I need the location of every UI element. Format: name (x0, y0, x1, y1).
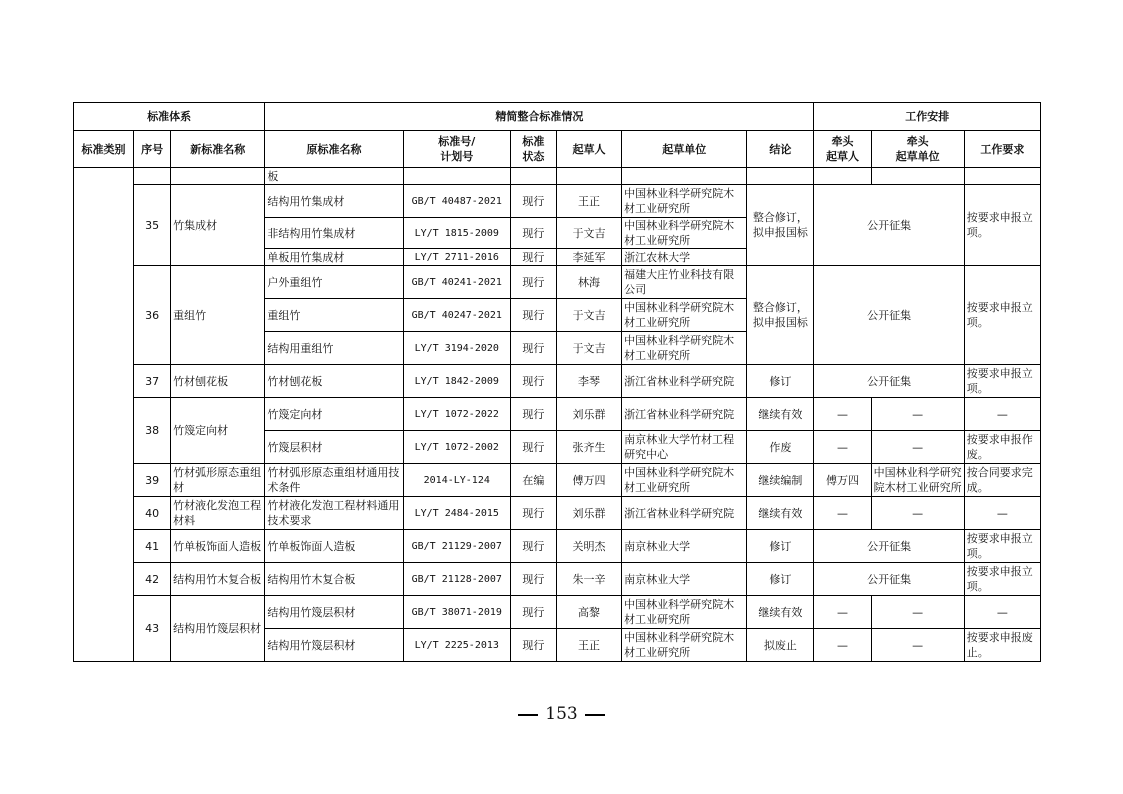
unit-cell: 浙江省林业科学研究院 (622, 497, 747, 530)
conclusion-cell: 继续编制 (747, 464, 814, 497)
status-cell: 现行 (510, 596, 556, 629)
lead-drafter-cell: — (814, 431, 871, 464)
group-header-consolidation: 精简整合标准情况 (265, 103, 814, 131)
new-name-cell: 竹篾定向材 (171, 398, 265, 464)
orig-name-cell: 结构用竹篾层积材 (265, 629, 403, 662)
requirement-cell: 按要求申报作废。 (964, 431, 1040, 464)
status-cell: 现行 (510, 629, 556, 662)
code-cell: 2014-LY-124 (403, 464, 510, 497)
orig-name-cell: 竹篾层积材 (265, 431, 403, 464)
table-row (74, 365, 1041, 398)
orig-name-cell: 重组竹 (265, 299, 403, 332)
drafter-cell: 高黎 (556, 596, 621, 629)
empty-cell (964, 168, 1040, 185)
group-header-arrangement: 工作安排 (814, 103, 1041, 131)
col-header-requirement: 工作要求 (964, 131, 1040, 168)
seq-cell: 41 (134, 530, 171, 563)
seq-cell: 36 (134, 266, 171, 365)
conclusion-cell: 拟废止 (747, 629, 814, 662)
requirement-cell: — (964, 497, 1040, 530)
page-number: 153 (545, 704, 578, 724)
unit-cell: 中国林业科学研究院木材工业研究所 (622, 596, 747, 629)
new-name-cell: 竹材液化发泡工程材料 (171, 497, 265, 530)
orig-name-cell: 单板用竹集成材 (265, 249, 403, 266)
conclusion-cell: 修订 (747, 365, 814, 398)
unit-cell: 中国林业科学研究院木材工业研究所 (622, 464, 747, 497)
unit-cell: 中国林业科学研究院木材工业研究所 (622, 218, 747, 249)
dash-left (518, 714, 538, 716)
conclusion-cell: 修订 (747, 563, 814, 596)
seq-cell: 38 (134, 398, 171, 464)
status-cell: 现行 (510, 266, 556, 299)
arrangement-cell: 公开征集 (814, 185, 964, 266)
lead-unit-cell: — (871, 497, 964, 530)
table-row (74, 497, 1041, 530)
drafter-cell: 刘乐群 (556, 398, 621, 431)
col-header-new-name: 新标准名称 (171, 131, 265, 168)
orig-name-cell: 竹材液化发泡工程材料通用技术要求 (265, 497, 403, 530)
table-row (74, 266, 1041, 299)
lead-drafter-cell: 傅万四 (814, 464, 871, 497)
empty-cell (814, 168, 871, 185)
col-header-drafter: 起草人 (556, 131, 621, 168)
unit-cell: 浙江省林业科学研究院 (622, 365, 747, 398)
unit-cell: 南京林业大学 (622, 563, 747, 596)
standards-table (73, 102, 1041, 662)
col-header-unit: 起草单位 (622, 131, 747, 168)
col-header-status: 标准 状态 (510, 131, 556, 168)
dash-right (585, 714, 605, 716)
status-cell: 在编 (510, 464, 556, 497)
code-cell: GB/T 21129-2007 (403, 530, 510, 563)
unit-cell: 南京林业大学 (622, 530, 747, 563)
table-row (74, 185, 1041, 218)
drafter-cell: 关明杰 (556, 530, 621, 563)
seq-cell: 39 (134, 464, 171, 497)
page-footer (0, 704, 1123, 724)
conclusion-cell: 整合修订，拟申报国标 (747, 266, 814, 365)
status-cell: 现行 (510, 332, 556, 365)
orig-name-cell: 结构用竹木复合板 (265, 563, 403, 596)
seq-cell: 37 (134, 365, 171, 398)
drafter-cell: 于文吉 (556, 332, 621, 365)
requirement-cell: 按要求申报废止。 (964, 629, 1040, 662)
arrangement-cell: 公开征集 (814, 365, 964, 398)
conclusion-cell: 整合修订，拟申报国标 (747, 185, 814, 266)
code-cell: LY/T 2711-2016 (403, 249, 510, 266)
table-row (74, 596, 1041, 629)
code-cell: GB/T 40241-2021 (403, 266, 510, 299)
code-cell: GB/T 40247-2021 (403, 299, 510, 332)
conclusion-cell: 作废 (747, 431, 814, 464)
code-cell: GB/T 40487-2021 (403, 185, 510, 218)
drafter-cell: 林海 (556, 266, 621, 299)
seq-cell: 35 (134, 185, 171, 266)
table-row (74, 563, 1041, 596)
empty-cell (622, 168, 747, 185)
code-cell: GB/T 38071-2019 (403, 596, 510, 629)
col-header-conclusion: 结论 (747, 131, 814, 168)
requirement-cell: — (964, 596, 1040, 629)
code-cell: LY/T 2484-2015 (403, 497, 510, 530)
empty-cell (871, 168, 964, 185)
drafter-cell: 李琴 (556, 365, 621, 398)
unit-cell: 中国林业科学研究院木材工业研究所 (622, 629, 747, 662)
orig-name-cell: 结构用竹篾层积材 (265, 596, 403, 629)
conclusion-cell: 修订 (747, 530, 814, 563)
status-cell: 现行 (510, 563, 556, 596)
status-cell: 现行 (510, 185, 556, 218)
orig-name-cell: 竹材刨花板 (265, 365, 403, 398)
lead-unit-cell: 中国林业科学研究院木材工业研究所 (871, 464, 964, 497)
code-cell: LY/T 1815-2009 (403, 218, 510, 249)
code-cell: LY/T 2225-2013 (403, 629, 510, 662)
col-header-code: 标准号/ 计划号 (403, 131, 510, 168)
conclusion-cell: 继续有效 (747, 497, 814, 530)
table-row (74, 398, 1041, 431)
code-cell: LY/T 1072-2022 (403, 398, 510, 431)
drafter-cell: 张齐生 (556, 431, 621, 464)
unit-cell: 南京林业大学竹材工程研究中心 (622, 431, 747, 464)
lead-unit-cell: — (871, 629, 964, 662)
unit-cell: 福建大庄竹业科技有限公司 (622, 266, 747, 299)
arrangement-cell: 公开征集 (814, 530, 964, 563)
orig-name-cell: 户外重组竹 (265, 266, 403, 299)
new-name-cell: 竹材弧形原态重组材 (171, 464, 265, 497)
col-header-seq: 序号 (134, 131, 171, 168)
unit-cell: 中国林业科学研究院木材工业研究所 (622, 299, 747, 332)
arrangement-cell: 公开征集 (814, 266, 964, 365)
unit-cell: 浙江省林业科学研究院 (622, 398, 747, 431)
code-cell: LY/T 1072-2002 (403, 431, 510, 464)
header-group-row (74, 103, 1041, 131)
table-row (74, 168, 1041, 185)
unit-cell: 浙江农林大学 (622, 249, 747, 266)
new-name-cell: 结构用竹木复合板 (171, 563, 265, 596)
arrangement-cell: 公开征集 (814, 563, 964, 596)
table-row (74, 530, 1041, 563)
requirement-cell: 按要求申报立项。 (964, 185, 1040, 266)
empty-cell (510, 168, 556, 185)
lead-drafter-cell: — (814, 497, 871, 530)
empty-cell (747, 168, 814, 185)
requirement-cell: 按要求申报立项。 (964, 563, 1040, 596)
empty-cell (403, 168, 510, 185)
orig-name-cell: 结构用竹集成材 (265, 185, 403, 218)
status-cell: 现行 (510, 299, 556, 332)
seq-cell: 40 (134, 497, 171, 530)
new-name-cell: 结构用竹篾层积材 (171, 596, 265, 662)
drafter-cell: 刘乐群 (556, 497, 621, 530)
status-cell: 现行 (510, 218, 556, 249)
new-name-cell: 重组竹 (171, 266, 265, 365)
requirement-cell: 按合同要求完成。 (964, 464, 1040, 497)
seq-cell: 43 (134, 596, 171, 662)
requirement-cell: 按要求申报立项。 (964, 365, 1040, 398)
lead-unit-cell: — (871, 431, 964, 464)
code-cell: GB/T 21128-2007 (403, 563, 510, 596)
drafter-cell: 于文吉 (556, 299, 621, 332)
requirement-cell: — (964, 398, 1040, 431)
new-name-cell (171, 168, 265, 185)
conclusion-cell: 继续有效 (747, 596, 814, 629)
status-cell: 现行 (510, 497, 556, 530)
status-cell: 现行 (510, 530, 556, 563)
table-body (74, 168, 1041, 662)
status-cell: 现行 (510, 398, 556, 431)
seq-cell (134, 168, 171, 185)
status-cell: 现行 (510, 431, 556, 464)
col-header-lead-unit: 牵头 起草单位 (871, 131, 964, 168)
drafter-cell: 李延军 (556, 249, 621, 266)
orig-name-cell: 板 (265, 168, 403, 185)
new-name-cell: 竹集成材 (171, 185, 265, 266)
lead-drafter-cell: — (814, 596, 871, 629)
column-header-row (74, 131, 1041, 168)
orig-name-cell: 竹单板饰面人造板 (265, 530, 403, 563)
requirement-cell: 按要求申报立项。 (964, 266, 1040, 365)
seq-cell: 42 (134, 563, 171, 596)
lead-drafter-cell: — (814, 398, 871, 431)
orig-name-cell: 竹篾定向材 (265, 398, 403, 431)
orig-name-cell: 竹材弧形原态重组材通用技术条件 (265, 464, 403, 497)
lead-unit-cell: — (871, 398, 964, 431)
category-cell (74, 168, 134, 662)
drafter-cell: 王正 (556, 629, 621, 662)
table-row (74, 464, 1041, 497)
new-name-cell: 竹单板饰面人造板 (171, 530, 265, 563)
drafter-cell: 王正 (556, 185, 621, 218)
lead-drafter-cell: — (814, 629, 871, 662)
group-header-system: 标准体系 (74, 103, 265, 131)
new-name-cell: 竹材刨花板 (171, 365, 265, 398)
col-header-orig-name: 原标准名称 (265, 131, 403, 168)
col-header-lead: 牵头 起草人 (814, 131, 871, 168)
orig-name-cell: 结构用重组竹 (265, 332, 403, 365)
unit-cell: 中国林业科学研究院木材工业研究所 (622, 332, 747, 365)
code-cell: LY/T 3194-2020 (403, 332, 510, 365)
lead-unit-cell: — (871, 596, 964, 629)
drafter-cell: 于文吉 (556, 218, 621, 249)
status-cell: 现行 (510, 249, 556, 266)
requirement-cell: 按要求申报立项。 (964, 530, 1040, 563)
drafter-cell: 朱一辛 (556, 563, 621, 596)
conclusion-cell: 继续有效 (747, 398, 814, 431)
drafter-cell: 傅万四 (556, 464, 621, 497)
unit-cell: 中国林业科学研究院木材工业研究所 (622, 185, 747, 218)
col-header-category: 标准类别 (74, 131, 134, 168)
code-cell: LY/T 1842-2009 (403, 365, 510, 398)
status-cell: 现行 (510, 365, 556, 398)
orig-name-cell: 非结构用竹集成材 (265, 218, 403, 249)
empty-cell (556, 168, 621, 185)
